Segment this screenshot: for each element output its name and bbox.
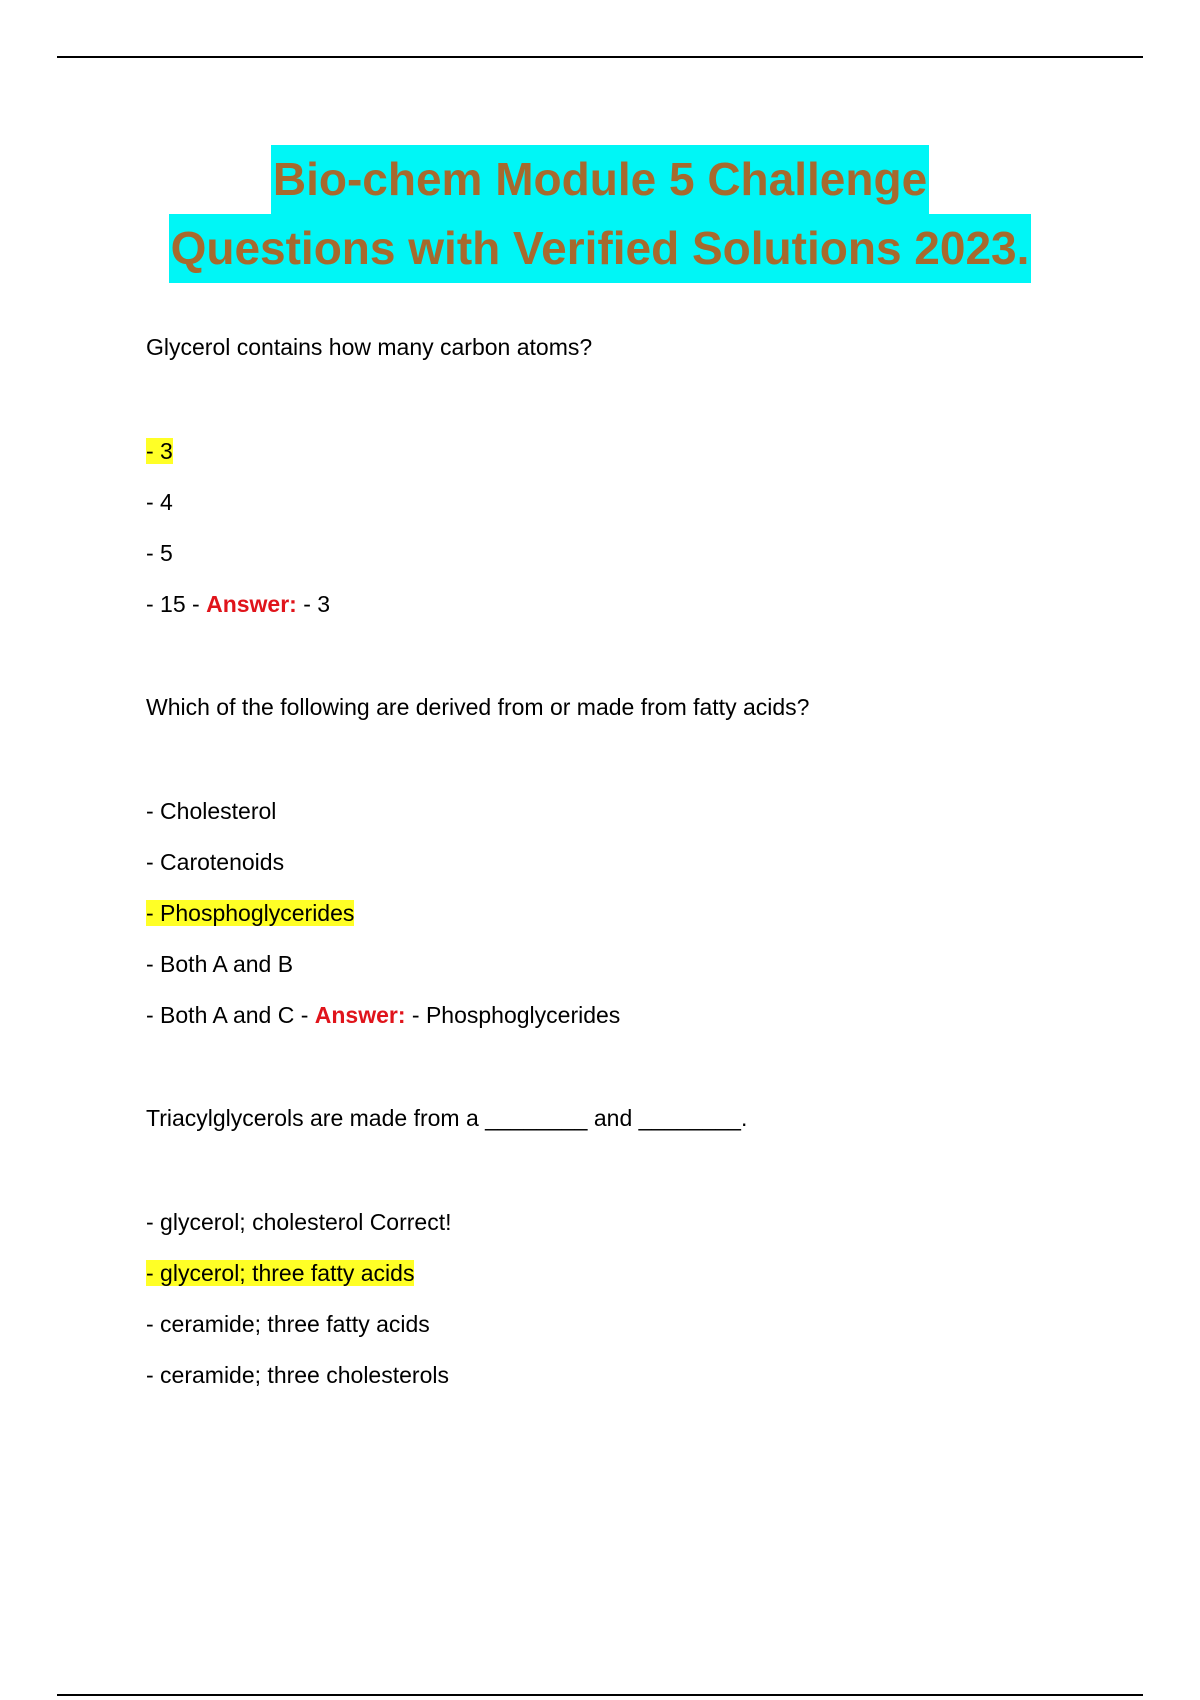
option-item (146, 794, 1106, 828)
question-text: Triacylglycerols are made from a ________ and ________. (146, 1105, 748, 1131)
answer-label: Answer: (314, 1002, 406, 1028)
question-block (146, 330, 1106, 621)
option-list (146, 434, 1106, 621)
option-list (146, 1205, 1106, 1392)
question-block (146, 1101, 1106, 1392)
option-text: - 4 (146, 489, 173, 515)
option-item (146, 947, 1106, 981)
option-item (146, 845, 1106, 879)
option-item-with-answer (146, 587, 1106, 621)
option-text: - 5 (146, 540, 173, 566)
answer-text: - Phosphoglycerides (405, 1002, 621, 1028)
option-item (146, 1358, 1106, 1392)
highlighted-option: - Phosphoglycerides (146, 900, 355, 926)
option-text: - 15 - (146, 591, 207, 617)
option-text: - ceramide; three cholesterols (146, 1362, 449, 1388)
option-item (146, 896, 1106, 930)
option-item (146, 485, 1106, 519)
question-text: Which of the following are derived from or made from fatty acids? (146, 694, 810, 720)
option-text: - Cholesterol (146, 798, 277, 824)
title-line-1: Bio-chem Module 5 Challenge (271, 145, 929, 214)
option-text: - glycerol; cholesterol Correct! (146, 1209, 452, 1235)
option-item (146, 1307, 1106, 1341)
question-list (146, 330, 1106, 1409)
option-text: - Carotenoids (146, 849, 285, 875)
option-item (146, 1256, 1106, 1290)
top-rule (57, 56, 1143, 58)
document-title (0, 145, 1200, 283)
option-text: - Both A and B (146, 951, 294, 977)
answer-label: Answer: (206, 591, 297, 617)
option-item (146, 1205, 1106, 1239)
question-block (146, 690, 1106, 1032)
option-list (146, 794, 1106, 1032)
question-text: Glycerol contains how many carbon atoms? (146, 334, 593, 360)
option-item (146, 536, 1106, 570)
answer-text: - 3 (296, 591, 331, 617)
option-text: - ceramide; three fatty acids (146, 1311, 430, 1337)
option-item (146, 434, 1106, 468)
option-item-with-answer (146, 998, 1106, 1032)
highlighted-option: - 3 (146, 438, 173, 464)
highlighted-option: - glycerol; three fatty acids (146, 1260, 415, 1286)
bottom-rule (57, 1694, 1143, 1696)
title-line-2: Questions with Verified Solutions 2023. (169, 214, 1032, 283)
option-text: - Both A and C - (146, 1002, 315, 1028)
